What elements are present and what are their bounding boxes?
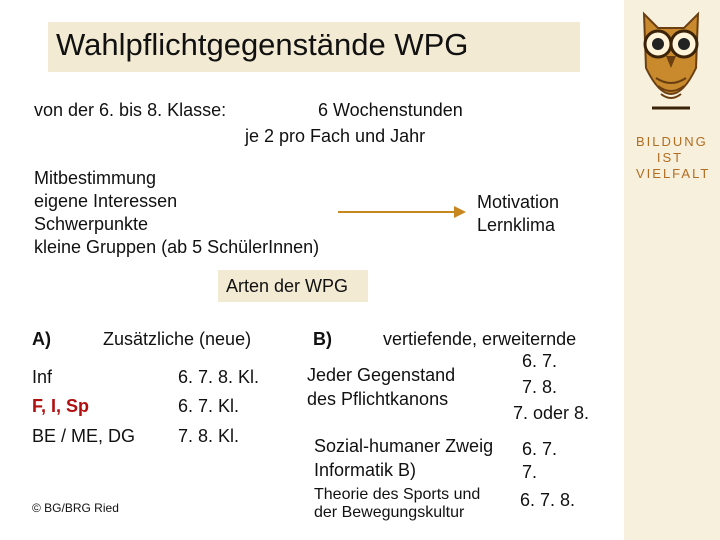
section-b-grade: 6. 7. 8. [520, 490, 576, 510]
reason-item: kleine Gruppen (ab 5 SchülerInnen) [34, 237, 320, 257]
section-a-grade: 6. 7. Kl. [178, 396, 240, 416]
section-b-item-line: der Bewegungskultur [314, 504, 465, 521]
section-b-item-line: Jeder Gegenstand [307, 365, 456, 385]
section-b-item-line: Theorie des Sports und [314, 486, 481, 503]
section-a-grade: 6. 7. 8. Kl. [178, 367, 260, 387]
section-a-label: A) [32, 329, 51, 349]
reason-item: eigene Interessen [34, 191, 178, 211]
section-b-grade: 7. 8. [522, 377, 558, 397]
arrow-right-icon [338, 204, 468, 220]
reason-item: Mitbestimmung [34, 168, 157, 188]
section-b-grade: 7. [522, 462, 538, 482]
section-a-subject: BE / ME, DG [32, 426, 136, 446]
section-a-subject: F, I, Sp [32, 396, 90, 416]
owl-icon [638, 8, 704, 118]
section-a-heading: Zusätzliche (neue) [103, 329, 252, 349]
section-b-grade: 6. 7. [522, 351, 558, 371]
section-b-grade: 7. oder 8. [513, 403, 590, 423]
section-a-subject: Inf [32, 367, 53, 387]
section-b-item-line: Informatik B) [314, 460, 417, 480]
logo-line-1: BILDUNG [636, 134, 708, 149]
reason-item: Schwerpunkte [34, 214, 149, 234]
section-a-grade: 7. 8. Kl. [178, 426, 240, 446]
section-b-item-line: Sozial-humaner Zweig [314, 436, 494, 456]
intro-hours: 6 Wochenstunden [318, 100, 463, 120]
logo-line-2: IST [656, 150, 684, 165]
copyright-text: © BG/BRG Ried [32, 501, 119, 515]
section-b-grade: 6. 7. [522, 439, 558, 459]
intro-per-subject: je 2 pro Fach und Jahr [245, 126, 426, 146]
section-b-heading: vertiefende, erweiternde [383, 329, 577, 349]
logo-line-3: VIELFALT [636, 166, 711, 181]
intro-range: von der 6. bis 8. Klasse: [34, 100, 227, 120]
outcome-item: Motivation [477, 192, 560, 212]
page-title: Wahlpflichtgegenstände WPG [56, 27, 469, 62]
section-b-label: B) [313, 329, 332, 349]
section-b-item-line: des Pflichtkanons [307, 389, 449, 409]
outcome-item: Lernklima [477, 215, 556, 235]
arten-label: Arten der WPG [226, 276, 349, 296]
